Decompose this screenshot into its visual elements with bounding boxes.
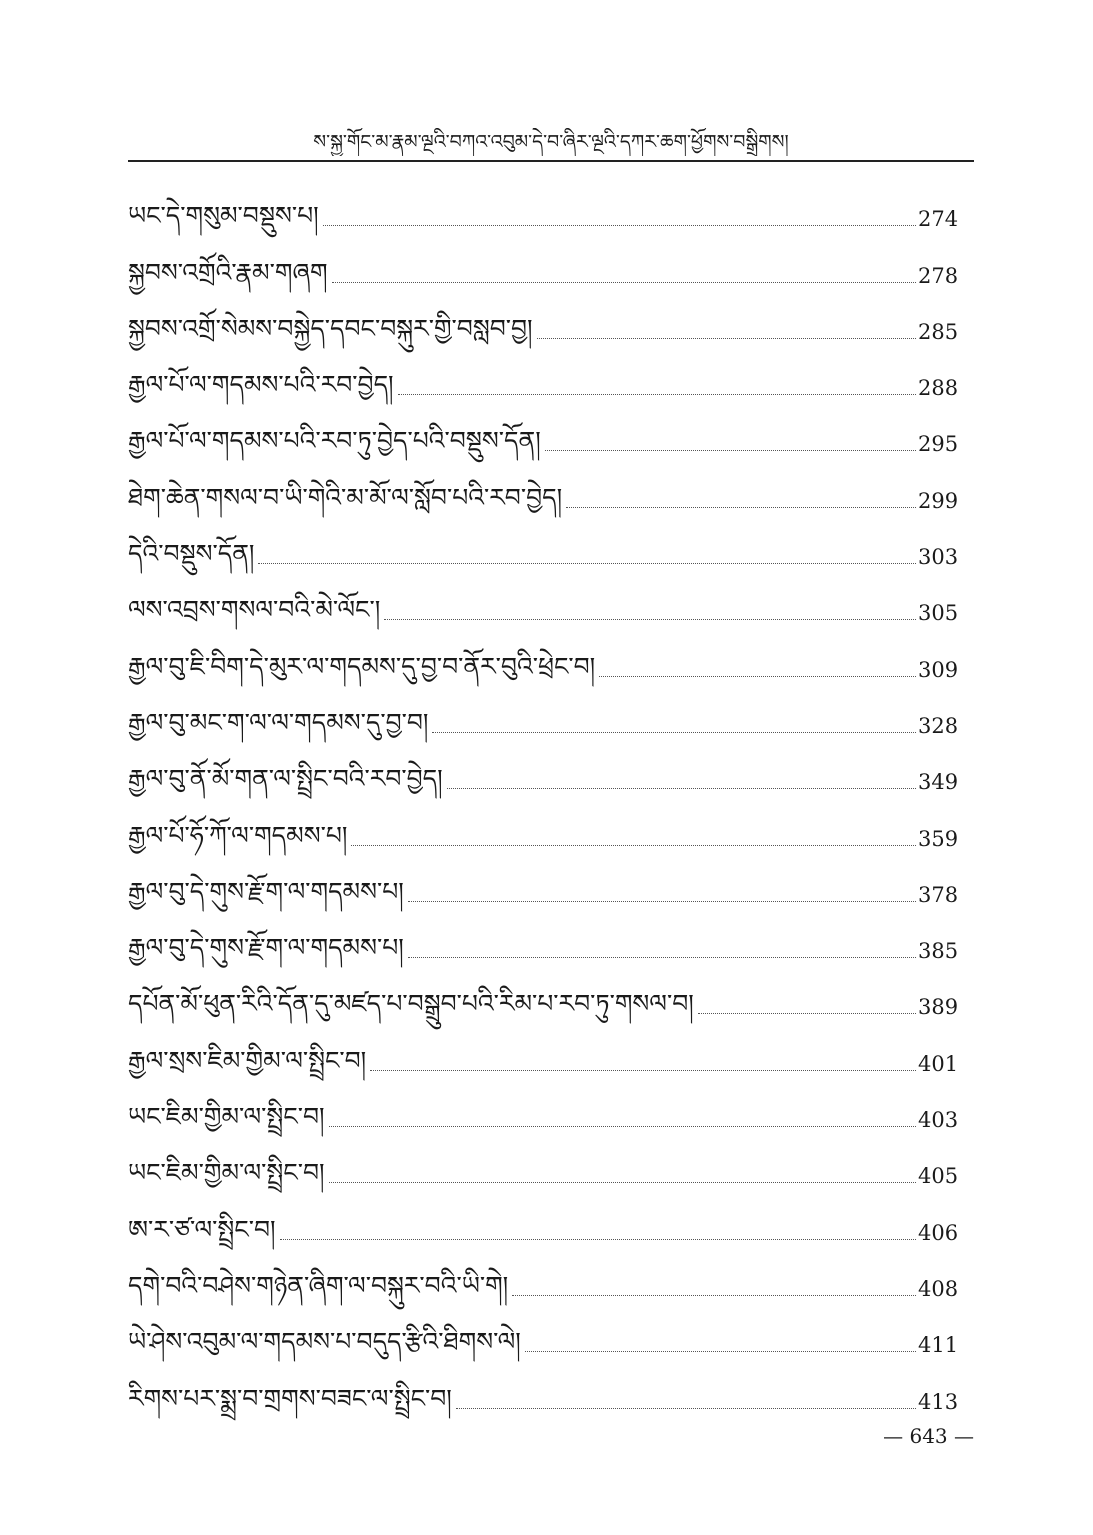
toc-entry-title: རྒྱལ་པོ་ལ་གདམས་པའི་རབ་ཏུ་བྱེད་པའི་བསྡུས་དོན། — [128, 426, 541, 456]
dot-leader — [398, 394, 916, 395]
toc-entry-page: 401 — [918, 1051, 959, 1076]
dot-leader — [384, 619, 916, 620]
toc-entry[interactable] — [128, 743, 958, 799]
toc-entry-page: 299 — [918, 488, 959, 513]
table-of-contents — [128, 180, 958, 1419]
toc-entry-page: 403 — [918, 1108, 959, 1133]
dot-leader — [599, 676, 916, 677]
header-rule — [128, 160, 974, 162]
toc-entry-page: 288 — [918, 376, 959, 401]
toc-entry[interactable] — [128, 1081, 958, 1137]
toc-entry-title: སྐྱབས་འགྲོ་སེམས་བསྐྱེད་དབང་བསྐུར་གྱི་བསླབ་བྱ། — [128, 313, 533, 343]
toc-entry-page: 309 — [918, 657, 959, 682]
dot-leader — [545, 450, 916, 451]
dot-leader — [456, 1408, 916, 1409]
toc-entry-page: 349 — [918, 770, 959, 795]
toc-entry-title: ཡང་ཇིམ་གྱིམ་ལ་སྤྲིང་བ། — [128, 1158, 325, 1188]
toc-entry-title: ཡང་ཇིམ་གྱིམ་ལ་སྤྲིང་བ། — [128, 1102, 325, 1132]
dot-leader — [408, 957, 916, 958]
dot-leader — [525, 1351, 916, 1352]
toc-entry[interactable] — [128, 461, 958, 517]
toc-entry-title: དགེ་བའི་བཤེས་གཉེན་ཞིག་ལ་བསྐུར་བའི་ཡི་གེ། — [128, 1270, 509, 1300]
toc-entry-title: རྒྱལ་བུ་དེ་གུས་རྗོ་ག་ལ་གདམས་པ། — [128, 933, 404, 963]
toc-entry[interactable] — [128, 1250, 958, 1306]
toc-entry[interactable] — [128, 799, 958, 855]
dot-leader — [280, 1239, 916, 1240]
toc-entry-title: དེའི་བསྡུས་དོན། — [128, 539, 255, 569]
toc-entry-page: 405 — [918, 1164, 959, 1189]
toc-entry[interactable] — [128, 968, 958, 1024]
toc-entry[interactable] — [128, 574, 958, 630]
toc-entry-page: 411 — [918, 1333, 959, 1358]
toc-entry-title: ཡང་དེ་གསུམ་བསྡུས་པ། — [128, 201, 319, 231]
toc-entry[interactable] — [128, 293, 958, 349]
toc-entry[interactable] — [128, 1362, 958, 1418]
toc-entry[interactable] — [128, 405, 958, 461]
toc-entry-page: 328 — [918, 713, 959, 738]
dot-leader — [447, 788, 916, 789]
toc-entry-page: 385 — [918, 939, 959, 964]
toc-entry[interactable] — [128, 1137, 958, 1193]
toc-entry-page: 359 — [918, 826, 959, 851]
dot-leader — [512, 1295, 916, 1296]
toc-entry[interactable] — [128, 1306, 958, 1362]
toc-entry-title: རྒྱལ་བུ་དེ་གུས་རྗོ་ག་ལ་གདམས་པ། — [128, 876, 404, 906]
dot-leader — [566, 507, 916, 508]
toc-entry[interactable] — [128, 518, 958, 574]
running-header: ས་སྐྱ་གོང་མ་རྣམ་ལྔའི་བཀའ་འབུམ་དེ་བ་ཞིར་ལྔའི་དཀར་ཆག་ཕྱོགས་བསྒྲིགས། — [313, 131, 789, 153]
dot-leader — [329, 1182, 916, 1183]
toc-entry[interactable] — [128, 630, 958, 686]
toc-entry[interactable] — [128, 1024, 958, 1080]
toc-entry-title: རྒྱལ་བུ་ནོ་མོ་གན་ལ་སྤྲིང་བའི་རབ་བྱེད། — [128, 764, 443, 794]
dot-leader — [370, 1070, 916, 1071]
toc-entry[interactable] — [128, 180, 958, 236]
toc-entry-title: རྒྱལ་བུ་ཇི་བིག་དེ་མུར་ལ་གདམས་དུ་བྱ་བ་ནོར་བུའི་ཕྲེང་བ། — [128, 651, 596, 681]
toc-entry-title: ཨ་ར་ཙ་ལ་སྤྲིང་བ། — [128, 1214, 276, 1244]
toc-entry-page: 303 — [918, 545, 959, 570]
toc-entry-page: 378 — [918, 882, 959, 907]
toc-entry-page: 305 — [918, 601, 959, 626]
dot-leader — [323, 225, 916, 226]
toc-entry-title: སྐྱབས་འགྲོའི་རྣམ་གཞག — [128, 257, 328, 287]
dot-leader — [351, 845, 916, 846]
toc-entry-page: 389 — [918, 995, 959, 1020]
toc-entry-title: ཐེག་ཆེན་གསལ་བ་ཡི་གེའི་མ་མོ་ལ་སློབ་པའི་རབ་བྱེད། — [128, 482, 563, 512]
toc-entry-title: ཡེ་ཤེས་འབུམ་ལ་གདམས་པ་བདུད་རྩིའི་ཐིགས་ལེ། — [128, 1327, 521, 1357]
toc-entry-page: 408 — [918, 1276, 959, 1301]
toc-entry-page: 274 — [918, 207, 959, 232]
toc-entry-title: ལས་འབྲས་གསལ་བའི་མེ་ལོང་། — [128, 595, 381, 625]
toc-entry-title: རྒྱལ་བུ་མང་ག་ལ་ལ་གདམས་དུ་བྱ་བ། — [128, 707, 429, 737]
page-number: — 643 — — [883, 1424, 974, 1448]
toc-entry[interactable] — [128, 236, 958, 292]
toc-entry[interactable] — [128, 349, 958, 405]
dot-leader — [537, 338, 916, 339]
dot-leader — [698, 1013, 916, 1014]
dot-leader — [329, 1126, 916, 1127]
toc-entry[interactable] — [128, 1193, 958, 1249]
toc-entry[interactable] — [128, 912, 958, 968]
toc-entry-title: རྒྱལ་པོ་ལ་གདམས་པའི་རབ་བྱེད། — [128, 370, 394, 400]
toc-entry-page: 413 — [918, 1389, 959, 1414]
dot-leader — [258, 563, 916, 564]
toc-entry-page: 295 — [918, 432, 959, 457]
toc-entry[interactable] — [128, 687, 958, 743]
toc-entry-title: དཔོན་མོ་ཕུན་རིའི་དོན་དུ་མཛད་པ་བསྒྲུབ་པའི་རིམ་པ་རབ་ཏུ་གསལ་བ། — [128, 989, 694, 1019]
toc-entry[interactable] — [128, 856, 958, 912]
dot-leader — [408, 901, 916, 902]
toc-entry-title: རྒྱལ་སྲས་ཇིམ་གྱིམ་ལ་སྤྲིང་བ། — [128, 1045, 367, 1075]
toc-entry-page: 285 — [918, 319, 959, 344]
dot-leader — [432, 732, 916, 733]
toc-entry-page: 406 — [918, 1220, 959, 1245]
dot-leader — [332, 282, 916, 283]
toc-entry-title: རིགས་པར་སྨྲ་བ་གྲགས་བཟང་ལ་སྤྲིང་བ། — [128, 1383, 452, 1413]
toc-entry-title: རྒྱལ་པོ་ཧོ་ཀོ་ལ་གདམས་པ། — [128, 820, 348, 850]
toc-entry-page: 278 — [918, 263, 959, 288]
